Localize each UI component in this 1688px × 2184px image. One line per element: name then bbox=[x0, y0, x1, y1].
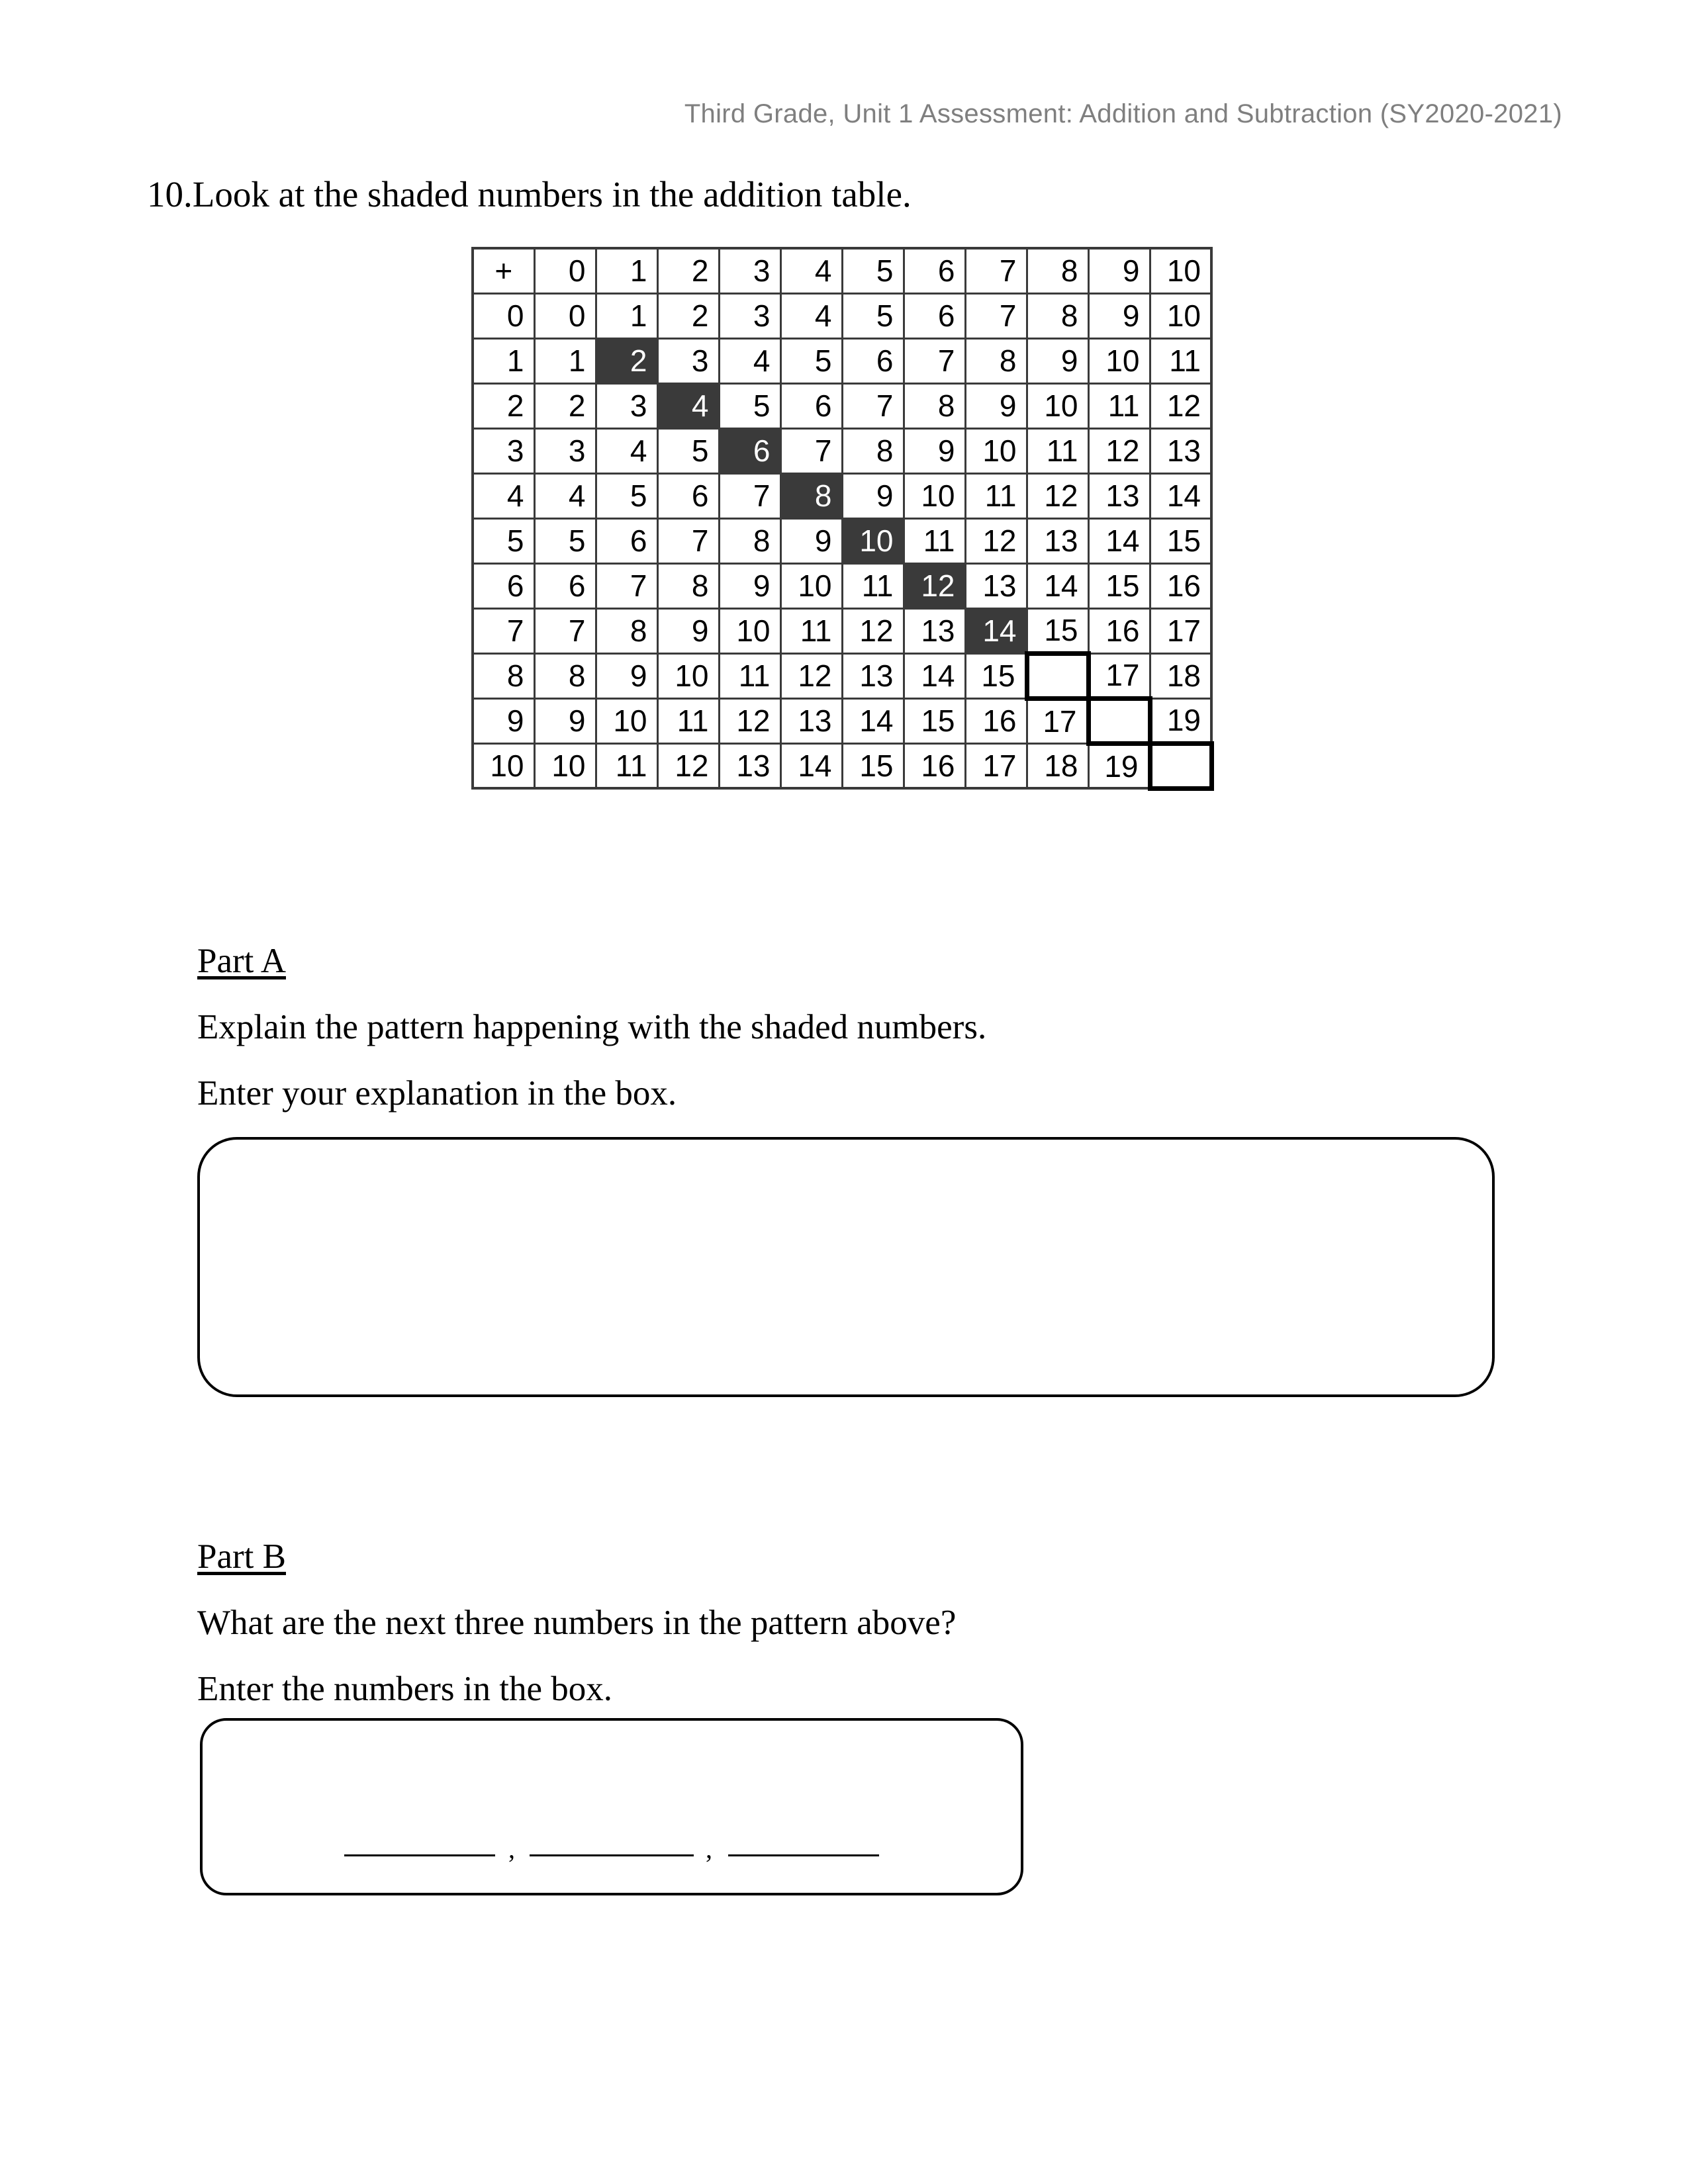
table-column-header: 3 bbox=[719, 248, 780, 293]
answer-blank-2[interactable] bbox=[530, 1854, 694, 1856]
table-cell: 14 bbox=[904, 653, 965, 698]
table-cell: 10 bbox=[534, 743, 596, 788]
table-row-header: 9 bbox=[473, 698, 534, 743]
table-cell: 5 bbox=[780, 338, 842, 383]
table-cell: 13 bbox=[1027, 518, 1088, 563]
table-cell: 17 bbox=[965, 743, 1027, 788]
table-cell: 9 bbox=[657, 608, 719, 653]
table-cell: 8 bbox=[657, 563, 719, 608]
table-column-header: 9 bbox=[1088, 248, 1150, 293]
table-cell: 14 bbox=[1088, 518, 1150, 563]
table-cell: 8 bbox=[1027, 293, 1088, 338]
table-row bbox=[473, 743, 1211, 788]
table-cell: 5 bbox=[842, 293, 904, 338]
table-cell: 13 bbox=[1150, 428, 1211, 473]
table-cell: 18 bbox=[1027, 743, 1088, 788]
part-b-instruction: Enter the numbers in the box. bbox=[197, 1670, 613, 1708]
table-cell: 17 bbox=[1027, 698, 1088, 743]
table-cell: 4 bbox=[534, 473, 596, 518]
table-cell: 11 bbox=[842, 563, 904, 608]
part-b-label: Part B bbox=[197, 1537, 286, 1576]
table-cell: 5 bbox=[596, 473, 657, 518]
table-cell: 13 bbox=[780, 698, 842, 743]
table-cell: 3 bbox=[534, 428, 596, 473]
table-cell: 14 bbox=[1150, 473, 1211, 518]
table-cell: 16 bbox=[1088, 608, 1150, 653]
table-cell-shaded: 10 bbox=[842, 518, 904, 563]
table-cell: 16 bbox=[904, 743, 965, 788]
table-cell: 1 bbox=[596, 293, 657, 338]
table-cell: 10 bbox=[780, 563, 842, 608]
table-cell: 13 bbox=[842, 653, 904, 698]
table-cell: 6 bbox=[596, 518, 657, 563]
table-cell: 13 bbox=[904, 608, 965, 653]
table-column-header: 6 bbox=[904, 248, 965, 293]
table-cell: 9 bbox=[780, 518, 842, 563]
table-cell: 4 bbox=[719, 338, 780, 383]
table-row bbox=[473, 653, 1211, 698]
table-cell: 11 bbox=[657, 698, 719, 743]
table-column-header: 7 bbox=[965, 248, 1027, 293]
table-row-header: 7 bbox=[473, 608, 534, 653]
table-cell: 12 bbox=[780, 653, 842, 698]
table-cell: 2 bbox=[534, 383, 596, 428]
table-cell: 9 bbox=[904, 428, 965, 473]
table-cell: 15 bbox=[904, 698, 965, 743]
table-cell: 8 bbox=[534, 653, 596, 698]
table-cell: 11 bbox=[1027, 428, 1088, 473]
table-cell: 10 bbox=[904, 473, 965, 518]
part-a-answer-box[interactable] bbox=[197, 1137, 1495, 1397]
table-cell: 5 bbox=[657, 428, 719, 473]
table-cell: 15 bbox=[1088, 563, 1150, 608]
table-cell: 15 bbox=[965, 653, 1027, 698]
part-b-answer-box bbox=[200, 1718, 1023, 1895]
table-row bbox=[473, 383, 1211, 428]
table-row-header: 0 bbox=[473, 293, 534, 338]
table-cell-shaded: 2 bbox=[596, 338, 657, 383]
table-cell: 13 bbox=[719, 743, 780, 788]
table-cell: 9 bbox=[534, 698, 596, 743]
table-row-header: 1 bbox=[473, 338, 534, 383]
table-column-header: 4 bbox=[780, 248, 842, 293]
table-cell: 8 bbox=[904, 383, 965, 428]
table-row-header: 6 bbox=[473, 563, 534, 608]
table-cell: 9 bbox=[842, 473, 904, 518]
table-cell: 0 bbox=[534, 293, 596, 338]
table-column-header: 8 bbox=[1027, 248, 1088, 293]
table-cell: 4 bbox=[780, 293, 842, 338]
table-cell: 14 bbox=[1027, 563, 1088, 608]
answer-separator-2: , bbox=[706, 1834, 712, 1864]
table-cell: 11 bbox=[596, 743, 657, 788]
table-column-header: 0 bbox=[534, 248, 596, 293]
table-cell: 2 bbox=[657, 293, 719, 338]
part-b-prompt: What are the next three numbers in the pattern above? bbox=[197, 1604, 957, 1642]
table-column-header: 1 bbox=[596, 248, 657, 293]
table-cell: 12 bbox=[1027, 473, 1088, 518]
table-cell: 7 bbox=[657, 518, 719, 563]
answer-blank-3[interactable] bbox=[728, 1854, 879, 1856]
table-row-header: 2 bbox=[473, 383, 534, 428]
table-row bbox=[473, 473, 1211, 518]
table-cell: 16 bbox=[965, 698, 1027, 743]
table-cell: 3 bbox=[719, 293, 780, 338]
table-row bbox=[473, 338, 1211, 383]
table-cell: 8 bbox=[719, 518, 780, 563]
answer-blank-1[interactable] bbox=[344, 1854, 495, 1856]
table-row bbox=[473, 608, 1211, 653]
table-cell: 13 bbox=[965, 563, 1027, 608]
table-cell: 19 bbox=[1088, 743, 1150, 788]
table-cell: 3 bbox=[657, 338, 719, 383]
page-header: Third Grade, Unit 1 Assessment: Addition and Subtraction (SY2020-2021) bbox=[684, 99, 1562, 128]
table-cell: 9 bbox=[1027, 338, 1088, 383]
table-row bbox=[473, 428, 1211, 473]
table-cell: 11 bbox=[965, 473, 1027, 518]
table-cell-shaded: 6 bbox=[719, 428, 780, 473]
table-cell: 11 bbox=[904, 518, 965, 563]
table-cell: 19 bbox=[1150, 698, 1211, 743]
part-a-prompt: Explain the pattern happening with the shaded numbers. bbox=[197, 1008, 987, 1046]
table-cell-shaded: 4 bbox=[657, 383, 719, 428]
question-text: 10.Look at the shaded numbers in the addition table. bbox=[147, 174, 912, 214]
table-cell-blank[interactable] bbox=[1027, 653, 1088, 698]
table-cell: 7 bbox=[842, 383, 904, 428]
table-cell: 7 bbox=[534, 608, 596, 653]
table-cell: 6 bbox=[657, 473, 719, 518]
table-cell: 15 bbox=[1027, 608, 1088, 653]
table-cell: 12 bbox=[719, 698, 780, 743]
table-cell: 11 bbox=[719, 653, 780, 698]
table-cell: 11 bbox=[780, 608, 842, 653]
table-cell: 12 bbox=[842, 608, 904, 653]
table-cell: 8 bbox=[596, 608, 657, 653]
addition-table-body bbox=[473, 248, 1211, 788]
table-cell: 9 bbox=[719, 563, 780, 608]
table-cell: 5 bbox=[534, 518, 596, 563]
table-column-header: 10 bbox=[1150, 248, 1211, 293]
part-a-label: Part A bbox=[197, 942, 286, 980]
table-cell: 9 bbox=[965, 383, 1027, 428]
table-cell: 6 bbox=[780, 383, 842, 428]
table-cell: 7 bbox=[780, 428, 842, 473]
table-operator-cell: + bbox=[473, 248, 534, 293]
table-cell: 10 bbox=[1027, 383, 1088, 428]
table-cell: 12 bbox=[657, 743, 719, 788]
table-cell: 7 bbox=[719, 473, 780, 518]
table-cell: 9 bbox=[1088, 293, 1150, 338]
table-cell: 7 bbox=[596, 563, 657, 608]
table-column-header: 2 bbox=[657, 248, 719, 293]
table-cell: 5 bbox=[719, 383, 780, 428]
table-cell: 4 bbox=[596, 428, 657, 473]
table-cell: 8 bbox=[965, 338, 1027, 383]
table-cell-shaded: 8 bbox=[780, 473, 842, 518]
table-cell: 10 bbox=[719, 608, 780, 653]
part-a-instruction: Enter your explanation in the box. bbox=[197, 1074, 677, 1113]
table-cell: 11 bbox=[1150, 338, 1211, 383]
table-cell: 14 bbox=[780, 743, 842, 788]
table-cell: 10 bbox=[965, 428, 1027, 473]
table-cell: 16 bbox=[1150, 563, 1211, 608]
table-cell: 15 bbox=[1150, 518, 1211, 563]
table-cell: 7 bbox=[965, 293, 1027, 338]
table-cell: 13 bbox=[1088, 473, 1150, 518]
table-cell: 12 bbox=[1088, 428, 1150, 473]
table-cell: 6 bbox=[842, 338, 904, 383]
addition-table bbox=[471, 247, 1214, 791]
table-cell: 9 bbox=[596, 653, 657, 698]
table-cell: 6 bbox=[534, 563, 596, 608]
table-cell: 12 bbox=[965, 518, 1027, 563]
table-cell: 8 bbox=[842, 428, 904, 473]
table-cell-shaded: 14 bbox=[965, 608, 1027, 653]
table-cell: 18 bbox=[1150, 653, 1211, 698]
table-row bbox=[473, 518, 1211, 563]
table-cell: 12 bbox=[1150, 383, 1211, 428]
table-column-header: 5 bbox=[842, 248, 904, 293]
table-header-row bbox=[473, 248, 1211, 293]
table-cell: 10 bbox=[1150, 293, 1211, 338]
table-cell: 7 bbox=[904, 338, 965, 383]
table-row-header: 4 bbox=[473, 473, 534, 518]
table-cell: 3 bbox=[596, 383, 657, 428]
table-cell-blank[interactable] bbox=[1150, 743, 1211, 788]
table-cell: 10 bbox=[596, 698, 657, 743]
table-cell: 17 bbox=[1088, 653, 1150, 698]
table-cell: 15 bbox=[842, 743, 904, 788]
table-cell: 6 bbox=[904, 293, 965, 338]
table-cell: 17 bbox=[1150, 608, 1211, 653]
table-cell-shaded: 12 bbox=[904, 563, 965, 608]
table-row-header: 10 bbox=[473, 743, 534, 788]
table-cell: 1 bbox=[534, 338, 596, 383]
table-cell-blank[interactable] bbox=[1088, 698, 1150, 743]
table-row-header: 3 bbox=[473, 428, 534, 473]
table-row bbox=[473, 563, 1211, 608]
table-cell: 10 bbox=[1088, 338, 1150, 383]
table-row bbox=[473, 293, 1211, 338]
table-row-header: 5 bbox=[473, 518, 534, 563]
table-cell: 10 bbox=[657, 653, 719, 698]
table-cell: 11 bbox=[1088, 383, 1150, 428]
table-row-header: 8 bbox=[473, 653, 534, 698]
table-row bbox=[473, 698, 1211, 743]
table-cell: 14 bbox=[842, 698, 904, 743]
answer-separator-1: , bbox=[508, 1834, 515, 1864]
